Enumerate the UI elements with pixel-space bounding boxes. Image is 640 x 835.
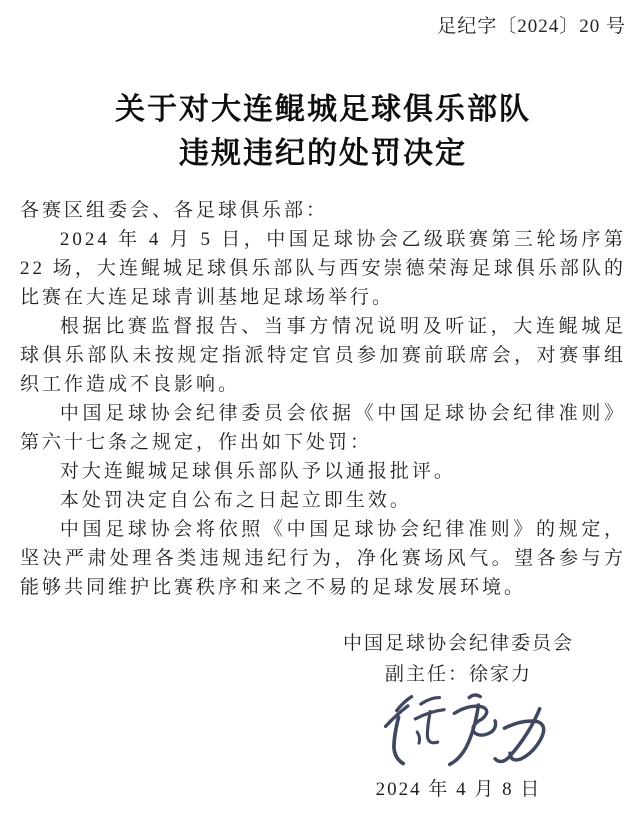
paragraph-legal-basis: 中国足球协会纪律委员会依据《中国足球协会纪律准则》第六十七条之规定，作出如下处罚： — [20, 403, 626, 453]
document-body — [20, 196, 626, 602]
salutation: 各赛区组委会、各足球俱乐部： — [20, 200, 329, 221]
handwritten-signature-icon — [363, 692, 553, 770]
paragraph-closing-statement: 中国足球协会将依照《中国足球协会纪律准则》的规定，坚决严肃处理各类违规违纪行为，净化赛场风气。望各参与方能够共同维护比赛秩序和来之不易的足球发展环境。 — [20, 519, 626, 598]
paragraph-penalty: 对大连鲲城足球俱乐部队予以通报批评。 — [59, 461, 456, 482]
document-title — [20, 88, 626, 176]
signature-block — [343, 628, 574, 805]
document-date: 2024 年 4 月 8 日 — [375, 779, 542, 800]
paragraph-violation-facts: 根据比赛监督报告、当事方情况说明及听证，大连鲲城足球俱乐部队未按规定指派特定官员参加赛前联席会，对赛事组织工作造成不良影响。 — [20, 316, 626, 395]
document-reference-number: 足纪字〔2024〕20 号 — [437, 16, 626, 37]
paragraph-effective-date: 本处罚决定自公布之日起立即生效。 — [59, 490, 412, 511]
signature-signer-title: 副主任：徐家力 — [384, 664, 532, 685]
signature-organization: 中国足球协会纪律委员会 — [342, 633, 574, 654]
document-title-line-2: 违规违纪的处罚决定 — [179, 137, 467, 170]
document-title-line-1: 关于对大连鲲城足球俱乐部队 — [115, 93, 531, 126]
paragraph-match-info: 2024 年 4 月 5 日，中国足球协会乙级联赛第三轮场序第 22 场，大连鲲城足球俱乐部队与西安崇德荣海足球俱乐部队的比赛在大连足球青训基地足球场举行。 — [20, 229, 626, 308]
